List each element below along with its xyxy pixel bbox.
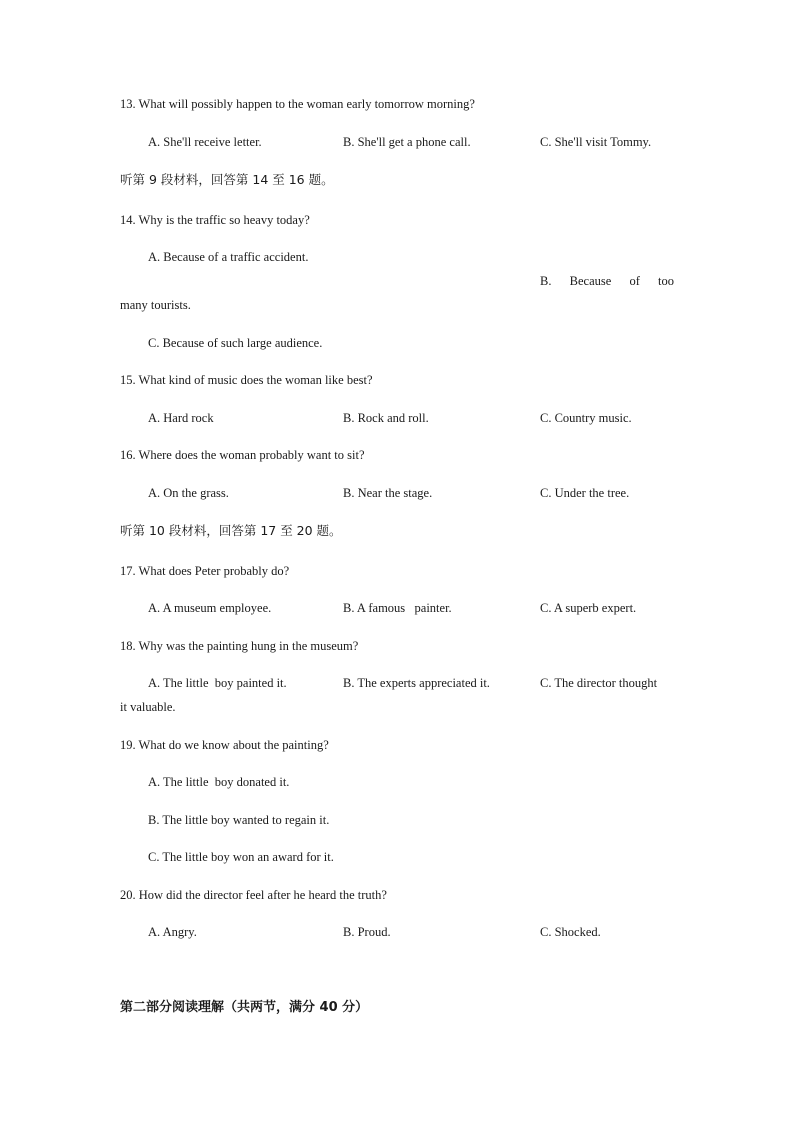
instruction-section-9: 听第 9 段材料，回答第 14 至 16 题。: [120, 172, 334, 187]
q20-option-c: C. Shocked.: [540, 925, 601, 939]
q14-option-a: A. Because of a traffic accident.: [148, 250, 309, 264]
q17-option-c: C. A superb expert.: [540, 601, 637, 615]
q18-option-a: A. The little boy painted it.: [148, 676, 287, 690]
question-14: 14. Why is the traffic so heavy today?: [120, 213, 310, 227]
q16-option-a: A. On the grass.: [148, 486, 229, 500]
question-19: 19. What do we know about the painting?: [120, 738, 329, 752]
instruction-section-10: 听第 10 段材料，回答第 17 至 20 题。: [120, 523, 342, 538]
part2-section-title: 第二部分阅读理解（共两节，满分 40 分）: [120, 1000, 369, 1015]
q15-option-c: C. Country music.: [540, 411, 632, 425]
q19-option-a: A. The little boy donated it.: [148, 775, 290, 789]
question-13: 13. What will possibly happen to the woman early tomorrow morning?: [120, 97, 475, 111]
q20-option-b: B. Proud.: [343, 925, 391, 939]
q19-option-c: C. The little boy won an award for it.: [148, 850, 334, 864]
q15-option-a: A. Hard rock: [148, 411, 214, 425]
question-15: 15. What kind of music does the woman like best?: [120, 373, 373, 387]
question-16: 16. Where does the woman probably want to sit?: [120, 448, 365, 462]
q16-option-b: B. Near the stage.: [343, 486, 433, 500]
q16-option-c: C. Under the tree.: [540, 486, 630, 500]
question-18: 18. Why was the painting hung in the museum?: [120, 639, 359, 653]
q14-option-b-line2: many tourists.: [120, 298, 191, 312]
q13-option-a: A. She'll receive letter.: [148, 135, 262, 149]
q18-option-b: B. The experts appreciated it.: [343, 676, 490, 690]
q20-option-a: A. Angry.: [148, 925, 197, 939]
q14-option-c: C. Because of such large audience.: [148, 336, 323, 350]
q17-option-a: A. A museum employee.: [148, 601, 272, 615]
q17-option-b: B. A famous painter.: [343, 601, 452, 615]
q13-option-c: C. She'll visit Tommy.: [540, 135, 652, 149]
q18-option-c-line2: it valuable.: [120, 700, 176, 714]
question-20: 20. How did the director feel after he heard the truth?: [120, 888, 387, 902]
q19-option-b: B. The little boy wanted to regain it.: [148, 813, 330, 827]
q15-option-b: B. Rock and roll.: [343, 411, 429, 425]
q13-option-b: B. She'll get a phone call.: [343, 135, 471, 149]
q18-option-c-line1: C. The director thought: [540, 676, 658, 690]
question-17: 17. What does Peter probably do?: [120, 564, 290, 578]
q14-option-b-line1: B. Because of too: [540, 274, 674, 288]
